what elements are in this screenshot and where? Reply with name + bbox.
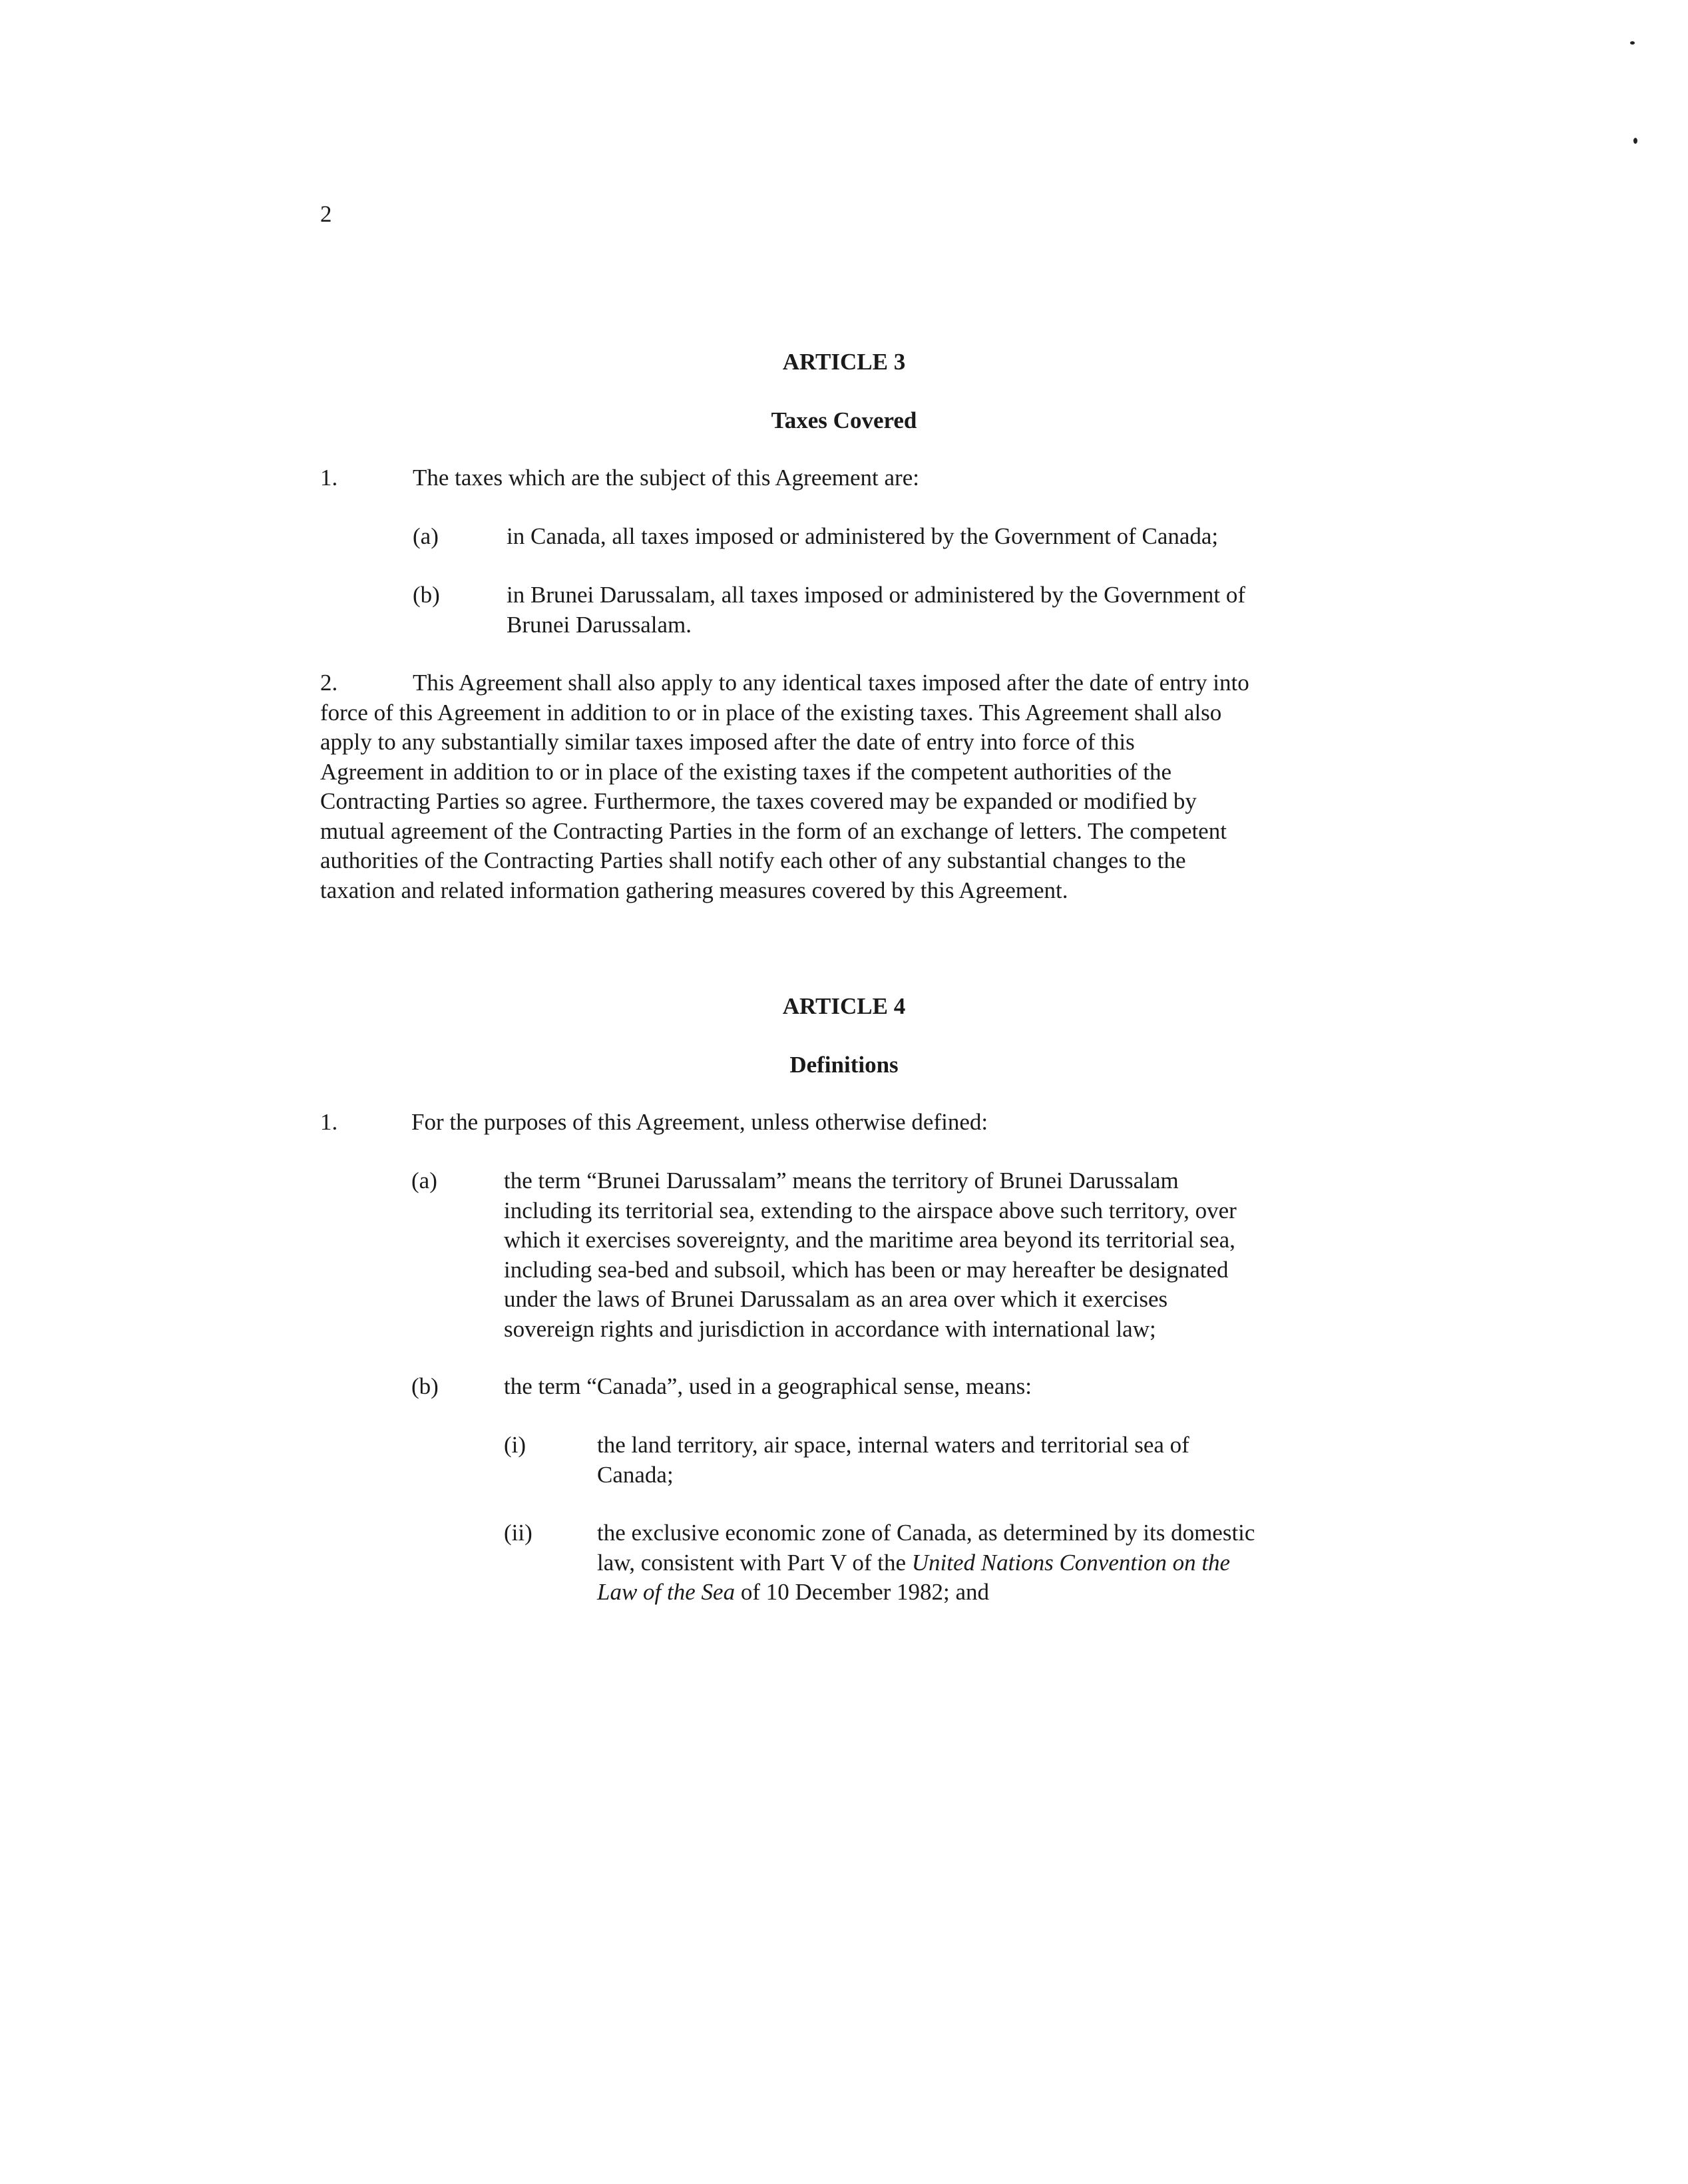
page-number: 2 [320,201,332,227]
text-line: Contracting Parties so agree. Furthermore, the taxes covered may be expanded or modified by [320,788,1197,814]
article-3-heading: ARTICLE 3 [782,349,906,375]
art4-sub-i-marker: (i) [504,1432,527,1458]
art3-item-a-marker: (a) [413,523,439,549]
text-line: including sea-bed and subsoil, which has been or may hereafter be designated [504,1256,1229,1283]
art4-item-b-marker: (b) [411,1373,439,1399]
text-line: sovereign rights and jurisdiction in accordance with international law; [504,1315,1156,1342]
convention-title: United Nations Convention on the [911,1549,1231,1576]
text-line: under the laws of Brunei Darussalam as an area over which it exercises [504,1286,1168,1312]
art4-sub-ii-text [597,1518,1255,1608]
article-4-heading: ARTICLE 4 [782,993,906,1019]
art4-item-b-text: the term “Canada”, used in a geographical sense, means: [504,1373,1032,1399]
text-line: the land territory, air space, internal waters and territorial sea of [597,1432,1189,1458]
text-line: mutual agreement of the Contracting Parties in the form of an exchange of letters. The competent [320,817,1227,844]
article-4-title: Definitions [789,1052,899,1078]
art4-para1-number: 1. [320,1109,338,1135]
scan-speck [1630,41,1635,45]
text-line: authorities of the Contracting Parties shall notify each other of any substantial changes to the [320,847,1186,873]
text-line [597,1548,1255,1578]
text-line: which it exercises sovereignty, and the maritime area beyond its territorial sea, [504,1227,1235,1253]
scan-speck [1633,138,1637,144]
text-line: including its territorial sea, extending to the airspace above such territory, over [504,1197,1237,1223]
text-line: This Agreement shall also apply to any identical taxes imposed after the date of entry into [413,670,1249,696]
art3-para1-text: The taxes which are the subject of this Agreement are: [413,465,919,491]
text-line: force of this Agreement in addition to or in place of the existing taxes. This Agreement shall also [320,699,1222,726]
text-line: in Brunei Darussalam, all taxes imposed or administered by the Government of [507,582,1246,608]
text-run: law, consistent with Part V of the [597,1549,912,1576]
text-line: in Canada, all taxes imposed or administered by the Government of Canada; [507,523,1219,549]
art3-para2-number: 2. [320,670,338,696]
text-line: Canada; [597,1461,674,1488]
art3-item-b-marker: (b) [413,582,440,608]
art3-item-a-text [507,522,1218,552]
text-line: Agreement in addition to or in place of the existing taxes if the competent authorities of the [320,758,1172,785]
text-line: apply to any substantially similar taxes imposed after the date of entry into force of this [320,729,1135,755]
convention-title: Law of the Sea [597,1579,736,1605]
art4-item-a-marker: (a) [411,1168,437,1194]
text-line: the term “Brunei Darussalam” means the territory of Brunei Darussalam [504,1168,1179,1194]
art4-item-a-text [504,1166,1237,1344]
art4-sub-ii-marker: (ii) [504,1520,532,1546]
article-3-title: Taxes Covered [771,407,917,433]
text-line [597,1578,1255,1608]
art3-para1-number: 1. [320,465,338,491]
text-line: the exclusive economic zone of Canada, as determined by its domestic [597,1520,1255,1546]
text-run: of 10 December 1982; and [735,1579,990,1605]
art4-para1-text: For the purposes of this Agreement, unless otherwise defined: [411,1109,988,1135]
text-line: taxation and related information gathering measures covered by this Agreement. [320,877,1068,903]
art3-item-b-text [507,580,1245,640]
art3-para2-text [320,668,1249,905]
art4-sub-i-text [597,1430,1189,1490]
text-line: Brunei Darussalam. [507,611,692,638]
